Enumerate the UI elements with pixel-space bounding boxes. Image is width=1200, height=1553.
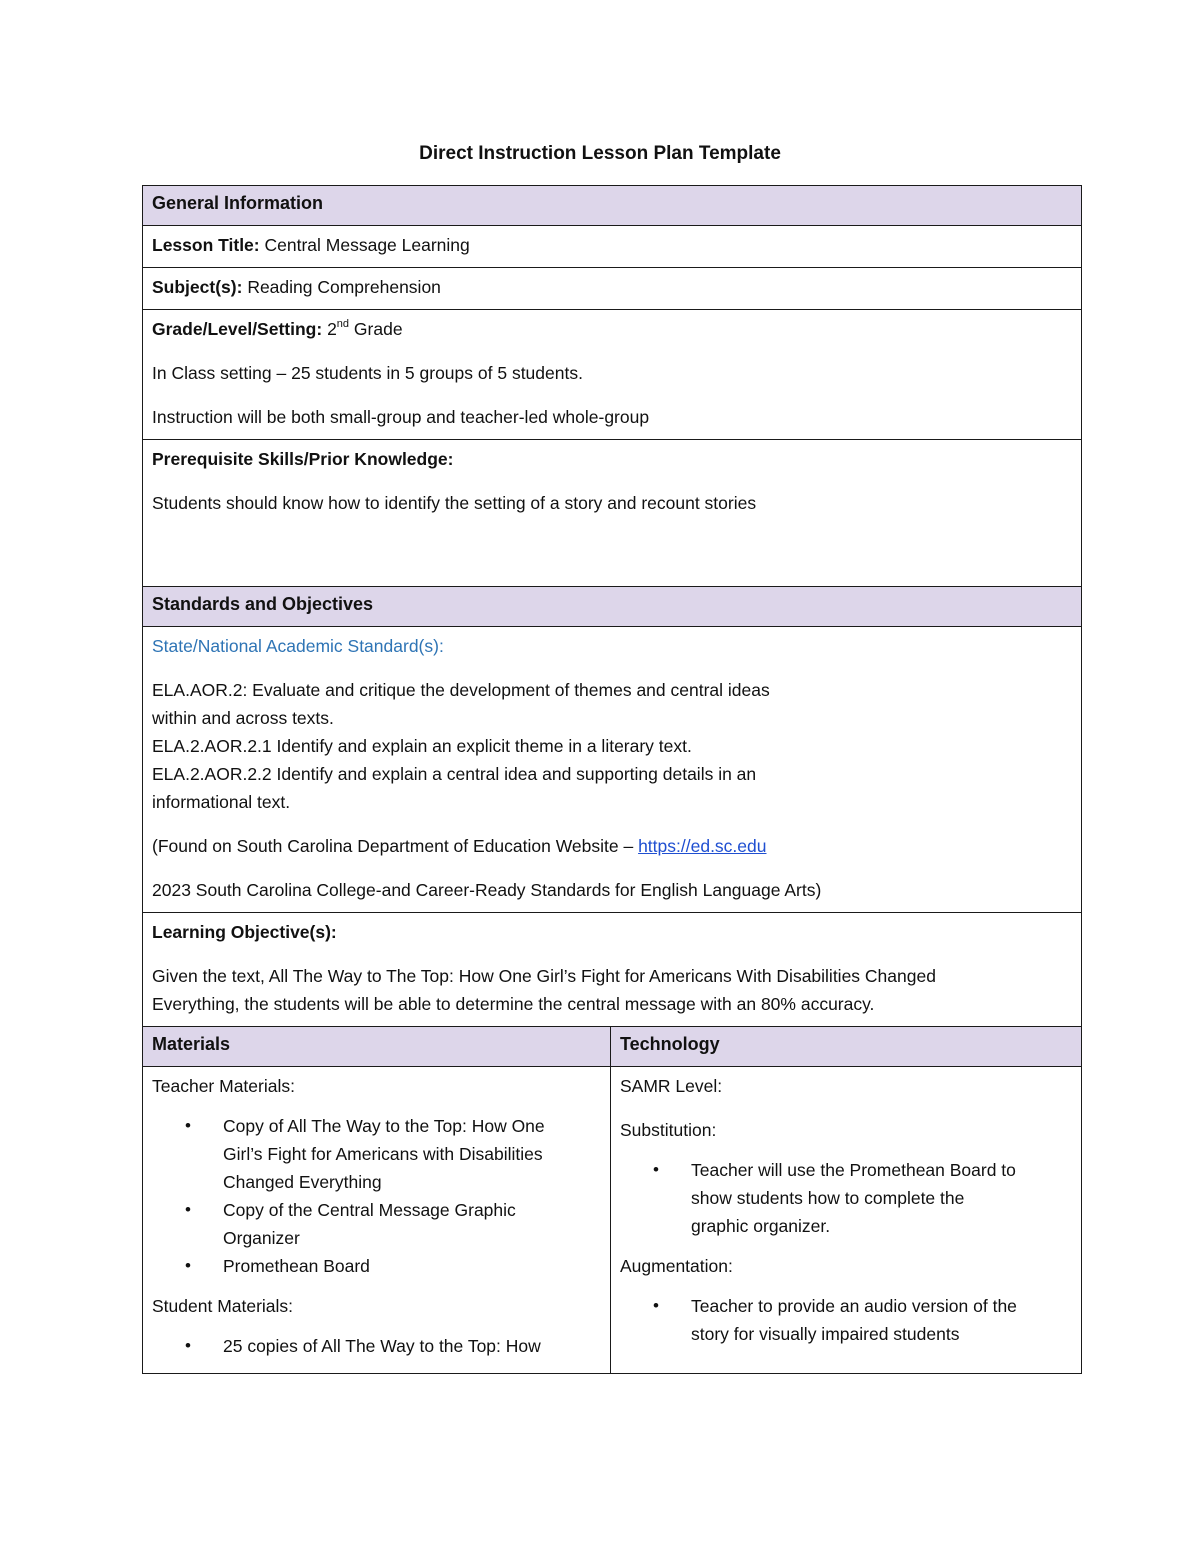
lesson-plan-table xyxy=(142,185,1082,1374)
lesson-title-value: Central Message Learning xyxy=(264,235,470,255)
list-item-text: Teacher will use the Promethean Board to xyxy=(691,1160,1016,1180)
list-item-text: 25 copies of All The Way to the Top: How xyxy=(223,1336,541,1356)
standard-line: ELA.2.AOR.2.1 Identify and explain an explicit theme in a literary text. xyxy=(152,736,692,756)
instruction-line: Instruction will be both small-group and teacher-led whole-group xyxy=(152,407,650,427)
list-item-text: Girl’s Fight for Americans with Disabilities xyxy=(223,1144,543,1164)
samr-label: SAMR Level: xyxy=(620,1076,723,1096)
materials-cell xyxy=(143,1067,611,1373)
general-information-header xyxy=(143,186,1082,226)
list-item-text: story for visually impaired students xyxy=(691,1324,960,1344)
list-item-text: Promethean Board xyxy=(223,1256,370,1276)
standards-row xyxy=(143,627,1082,913)
prerequisite-label: Prerequisite Skills/Prior Knowledge: xyxy=(152,449,454,469)
list-item-text: Copy of the Central Message Graphic xyxy=(223,1200,516,1220)
lesson-title-label: Lesson Title: xyxy=(152,235,260,255)
grade-number: 2 xyxy=(327,319,337,339)
standard-line: informational text. xyxy=(152,792,291,812)
list-item xyxy=(152,1196,601,1252)
lesson-title-row xyxy=(143,226,1082,268)
prerequisite-value: Students should know how to identify the setting of a story and recount stories xyxy=(152,493,757,513)
standard-line: within and across texts. xyxy=(152,708,334,728)
prerequisite-row xyxy=(143,440,1082,587)
bullet-icon: • xyxy=(653,1160,659,1179)
standards-source: 2023 South Carolina College-and Career-Ready Standards for English Language Arts) xyxy=(152,880,822,900)
list-item-text: show students how to complete the xyxy=(691,1188,965,1208)
grade-word: Grade xyxy=(353,319,403,339)
grade-label: Grade/Level/Setting: xyxy=(152,319,323,339)
list-item xyxy=(152,1112,601,1196)
bullet-icon: • xyxy=(185,1200,191,1219)
subjects-row xyxy=(143,268,1082,310)
objective-text: Everything, the students will be able to determine the central message with an 80% accuracy. xyxy=(152,994,875,1014)
list-item-text: Changed Everything xyxy=(223,1172,382,1192)
bullet-icon: • xyxy=(185,1256,191,1275)
list-item-text: Organizer xyxy=(223,1228,300,1248)
student-materials-list xyxy=(152,1332,601,1360)
list-item-text: Copy of All The Way to the Top: How One xyxy=(223,1116,545,1136)
bullet-icon: • xyxy=(185,1116,191,1135)
technology-heading: Technology xyxy=(611,1027,1081,1066)
objective-label: Learning Objective(s): xyxy=(152,922,337,942)
bullet-icon: • xyxy=(653,1296,659,1315)
augmentation-list xyxy=(620,1292,1072,1348)
list-item xyxy=(620,1292,1072,1348)
subjects-value: Reading Comprehension xyxy=(247,277,441,297)
technology-cell xyxy=(611,1067,1081,1373)
section-heading: Standards and Objectives xyxy=(152,594,374,614)
sc-education-link[interactable]: https://ed.sc.edu xyxy=(638,836,767,856)
section-heading: General Information xyxy=(152,193,324,213)
standard-line: ELA.2.AOR.2.2 Identify and explain a central idea and supporting details in an xyxy=(152,764,757,784)
list-item-text: Teacher to provide an audio version of the xyxy=(691,1296,1017,1316)
substitution-list xyxy=(620,1156,1072,1240)
augmentation-label: Augmentation: xyxy=(620,1256,733,1276)
setting-line: In Class setting – 25 students in 5 groups of 5 students. xyxy=(152,363,583,383)
objective-text: Given the text, All The Way to The Top: How One Girl’s Fight for Americans With Disabilities Changed xyxy=(152,966,936,986)
teacher-materials-list xyxy=(152,1112,601,1280)
list-item xyxy=(152,1252,601,1280)
list-item-text: graphic organizer. xyxy=(691,1216,831,1236)
standards-source-prefix: (Found on South Carolina Department of Education Website – xyxy=(152,836,639,856)
list-item xyxy=(152,1332,601,1360)
materials-heading: Materials xyxy=(143,1027,611,1066)
standard-line: ELA.AOR.2: Evaluate and critique the development of themes and central ideas xyxy=(152,680,770,700)
grade-ordinal: nd xyxy=(336,318,350,331)
materials-technology-body xyxy=(143,1067,1082,1374)
materials-technology-header xyxy=(143,1027,1082,1067)
standards-label: State/National Academic Standard(s): xyxy=(152,636,444,656)
grade-level-setting-row xyxy=(143,310,1082,440)
learning-objectives-row xyxy=(143,913,1082,1027)
list-item xyxy=(620,1156,1072,1240)
subjects-label: Subject(s): xyxy=(152,277,243,297)
teacher-materials-label: Teacher Materials: xyxy=(152,1076,295,1096)
page-title: Direct Instruction Lesson Plan Template xyxy=(419,143,781,164)
bullet-icon: • xyxy=(185,1336,191,1355)
standards-objectives-header xyxy=(143,587,1082,627)
substitution-label: Substitution: xyxy=(620,1120,717,1140)
student-materials-label: Student Materials: xyxy=(152,1296,294,1316)
